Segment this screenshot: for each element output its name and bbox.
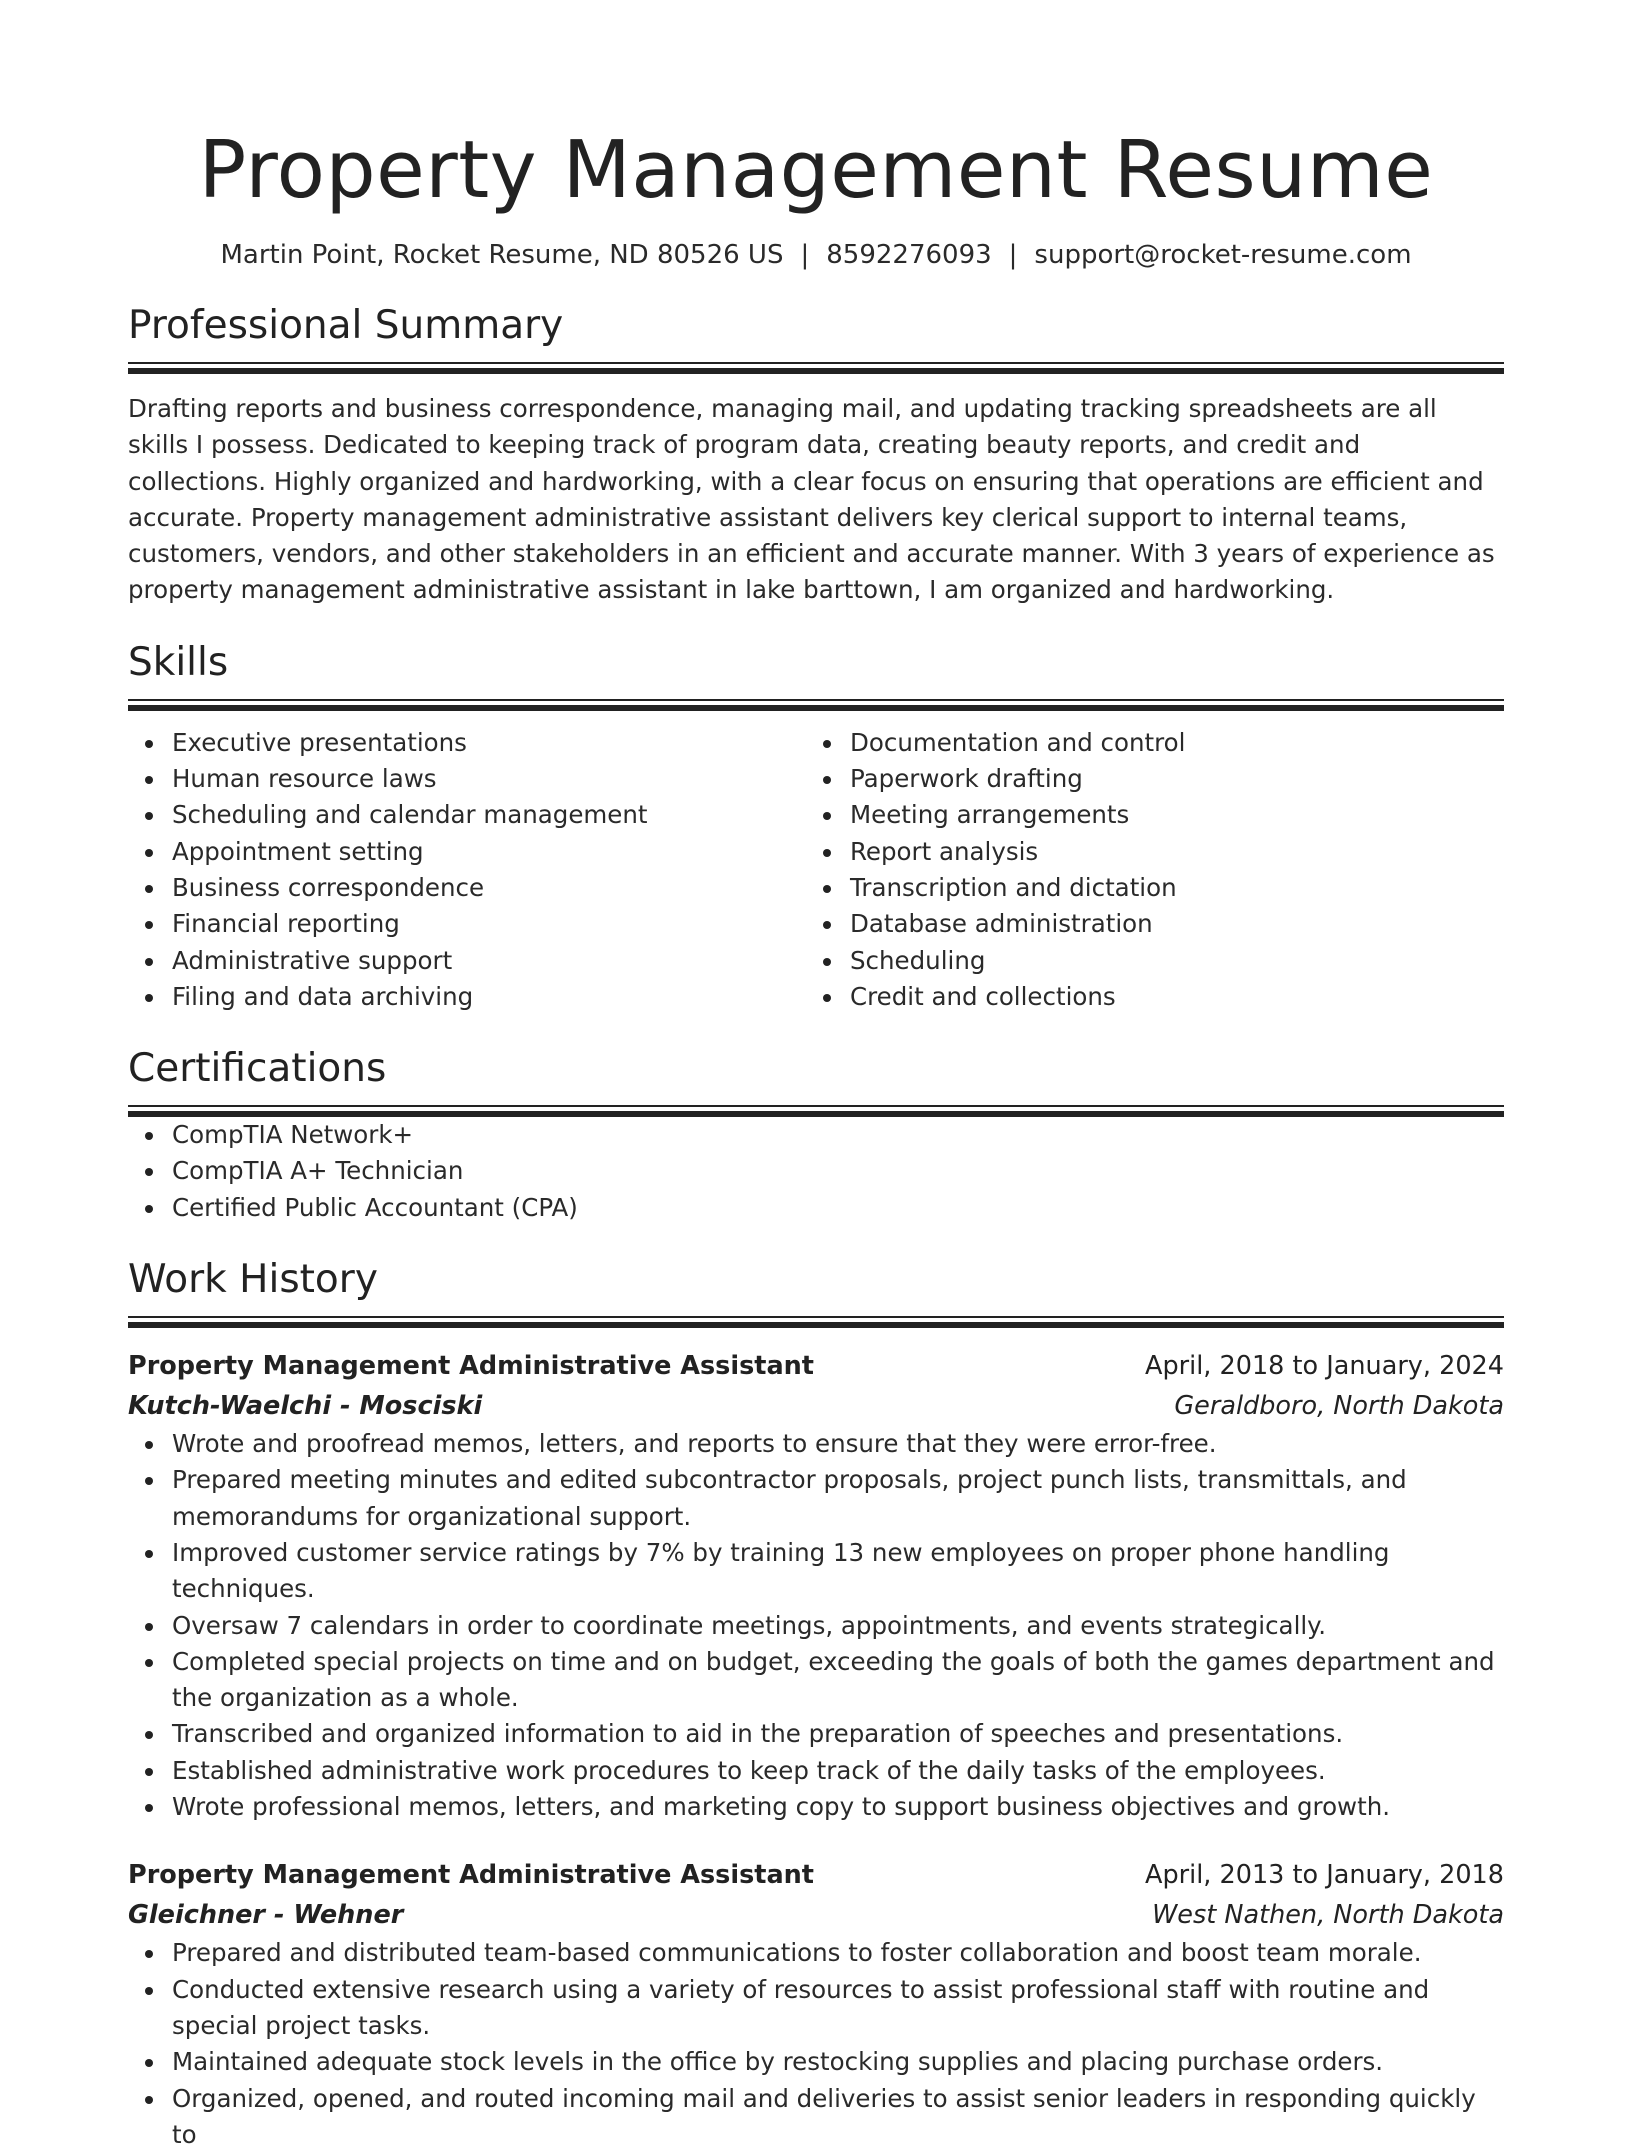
job-bullets bbox=[128, 1935, 1504, 2153]
job-bullet: Established administrative work procedures to keep track of the daily tasks of the employees. bbox=[172, 1753, 1504, 1789]
contact-line bbox=[128, 238, 1504, 272]
skill-item: Credit and collections bbox=[850, 979, 1484, 1015]
skill-item: Scheduling and calendar management bbox=[172, 797, 806, 833]
job-bullet: Wrote professional memos, letters, and marketing copy to support business objectives and growth. bbox=[172, 1789, 1504, 1825]
job-dates: April, 2018 to January, 2024 bbox=[1145, 1346, 1504, 1386]
job-company: Kutch-Waelchi - Mosciski bbox=[128, 1386, 482, 1426]
job-title: Property Management Administrative Assistant bbox=[128, 1346, 814, 1386]
contact-phone: 8592276093 bbox=[826, 240, 991, 270]
section-divider bbox=[128, 1105, 1504, 1117]
job-bullet: Maintained adequate stock levels in the office by restocking supplies and placing purchase orders. bbox=[172, 2044, 1504, 2080]
skill-item: Filing and data archiving bbox=[172, 979, 806, 1015]
certifications-list bbox=[128, 1117, 1504, 1226]
skill-item: Scheduling bbox=[850, 943, 1484, 979]
certification-item: CompTIA Network+ bbox=[172, 1117, 1504, 1153]
skills-section bbox=[128, 639, 1504, 1015]
page-title: Property Management Resume bbox=[128, 122, 1504, 218]
section-divider bbox=[128, 362, 1504, 374]
skills-grid bbox=[128, 725, 1504, 1015]
skills-list-left bbox=[128, 725, 806, 1015]
job-bullet: Wrote and proofread memos, letters, and reports to ensure that they were error-free. bbox=[172, 1426, 1504, 1462]
professional-summary-section bbox=[128, 302, 1504, 609]
job-bullet: Completed special projects on time and on budget, exceeding the goals of both the games department and the organization as a whole. bbox=[172, 1644, 1504, 1717]
summary-text: Drafting reports and business correspondence, managing mail, and updating tracking spreadsheets are all skills I possess. Dedicated to keeping track of program data, creating beauty reports, and credit and collections. Highly organized and hardworking, with a clear focus on ensuring that operations are efficient and accurate. Property management administrative assistant delivers key clerical support to internal teams, customers, vendors, and other stakeholders in an efficient and accurate manner. With 3 years of experience as property management administrative assistant in lake barttown, I am organized and hardworking. bbox=[128, 391, 1504, 609]
contact-address: Martin Point, Rocket Resume, ND 80526 US bbox=[220, 240, 783, 270]
job-bullet: Conducted extensive research using a variety of resources to assist professional staff with routine and special project tasks. bbox=[172, 1972, 1504, 2045]
job-dates: April, 2013 to January, 2018 bbox=[1145, 1855, 1504, 1895]
job-bullet: Transcribed and organized information to aid in the preparation of speeches and presentations. bbox=[172, 1716, 1504, 1752]
job-bullets bbox=[128, 1426, 1504, 1825]
section-heading-work-history: Work History bbox=[128, 1256, 1504, 1304]
skill-item: Business correspondence bbox=[172, 870, 806, 906]
section-divider bbox=[128, 699, 1504, 711]
skill-item: Meeting arrangements bbox=[850, 797, 1484, 833]
skills-list-right bbox=[806, 725, 1484, 1015]
skill-item: Administrative support bbox=[172, 943, 806, 979]
job-bullet: Improved customer service ratings by 7% by training 13 new employees on proper phone handling techniques. bbox=[172, 1535, 1504, 1608]
resume-page bbox=[128, 0, 1504, 2112]
skills-column-left bbox=[128, 725, 806, 1015]
skill-item: Transcription and dictation bbox=[850, 870, 1484, 906]
contact-separator: | bbox=[1009, 238, 1018, 272]
job-title: Property Management Administrative Assistant bbox=[128, 1855, 814, 1895]
work-history-section bbox=[128, 1256, 1504, 2153]
skill-item: Executive presentations bbox=[172, 725, 806, 761]
job-header-row bbox=[128, 1855, 1504, 1895]
certification-item: CompTIA A+ Technician bbox=[172, 1153, 1504, 1189]
skills-column-right bbox=[806, 725, 1484, 1015]
skill-item: Documentation and control bbox=[850, 725, 1484, 761]
job-location: Geraldboro, North Dakota bbox=[1174, 1386, 1504, 1426]
contact-email: support@rocket-resume.com bbox=[1034, 240, 1411, 270]
section-heading-summary: Professional Summary bbox=[128, 302, 1504, 350]
section-heading-certifications: Certifications bbox=[128, 1045, 1504, 1093]
skill-item: Appointment setting bbox=[172, 834, 806, 870]
job-header-row bbox=[128, 1346, 1504, 1386]
job-company-row bbox=[128, 1386, 1504, 1426]
contact-separator: | bbox=[800, 238, 809, 272]
job-entry bbox=[128, 1346, 1504, 1825]
skill-item: Report analysis bbox=[850, 834, 1484, 870]
job-location: West Nathen, North Dakota bbox=[1152, 1895, 1504, 1935]
skill-item: Database administration bbox=[850, 906, 1484, 942]
skill-item: Financial reporting bbox=[172, 906, 806, 942]
section-divider bbox=[128, 1316, 1504, 1328]
job-company-row bbox=[128, 1895, 1504, 1935]
skill-item: Paperwork drafting bbox=[850, 761, 1484, 797]
job-company: Gleichner - Wehner bbox=[128, 1895, 403, 1935]
job-bullet: Prepared and distributed team-based communications to foster collaboration and boost team morale. bbox=[172, 1935, 1504, 1971]
job-bullet: Prepared meeting minutes and edited subcontractor proposals, project punch lists, transmittals, and memorandums for organizational support. bbox=[172, 1462, 1504, 1535]
job-bullet: Oversaw 7 calendars in order to coordinate meetings, appointments, and events strategically. bbox=[172, 1608, 1504, 1644]
certification-item: Certified Public Accountant (CPA) bbox=[172, 1190, 1504, 1226]
section-heading-skills: Skills bbox=[128, 639, 1504, 687]
skill-item: Human resource laws bbox=[172, 761, 806, 797]
job-entry bbox=[128, 1855, 1504, 2153]
certifications-section bbox=[128, 1045, 1504, 1226]
job-bullet: Organized, opened, and routed incoming mail and deliveries to assist senior leaders in responding quickly to bbox=[172, 2081, 1504, 2153]
